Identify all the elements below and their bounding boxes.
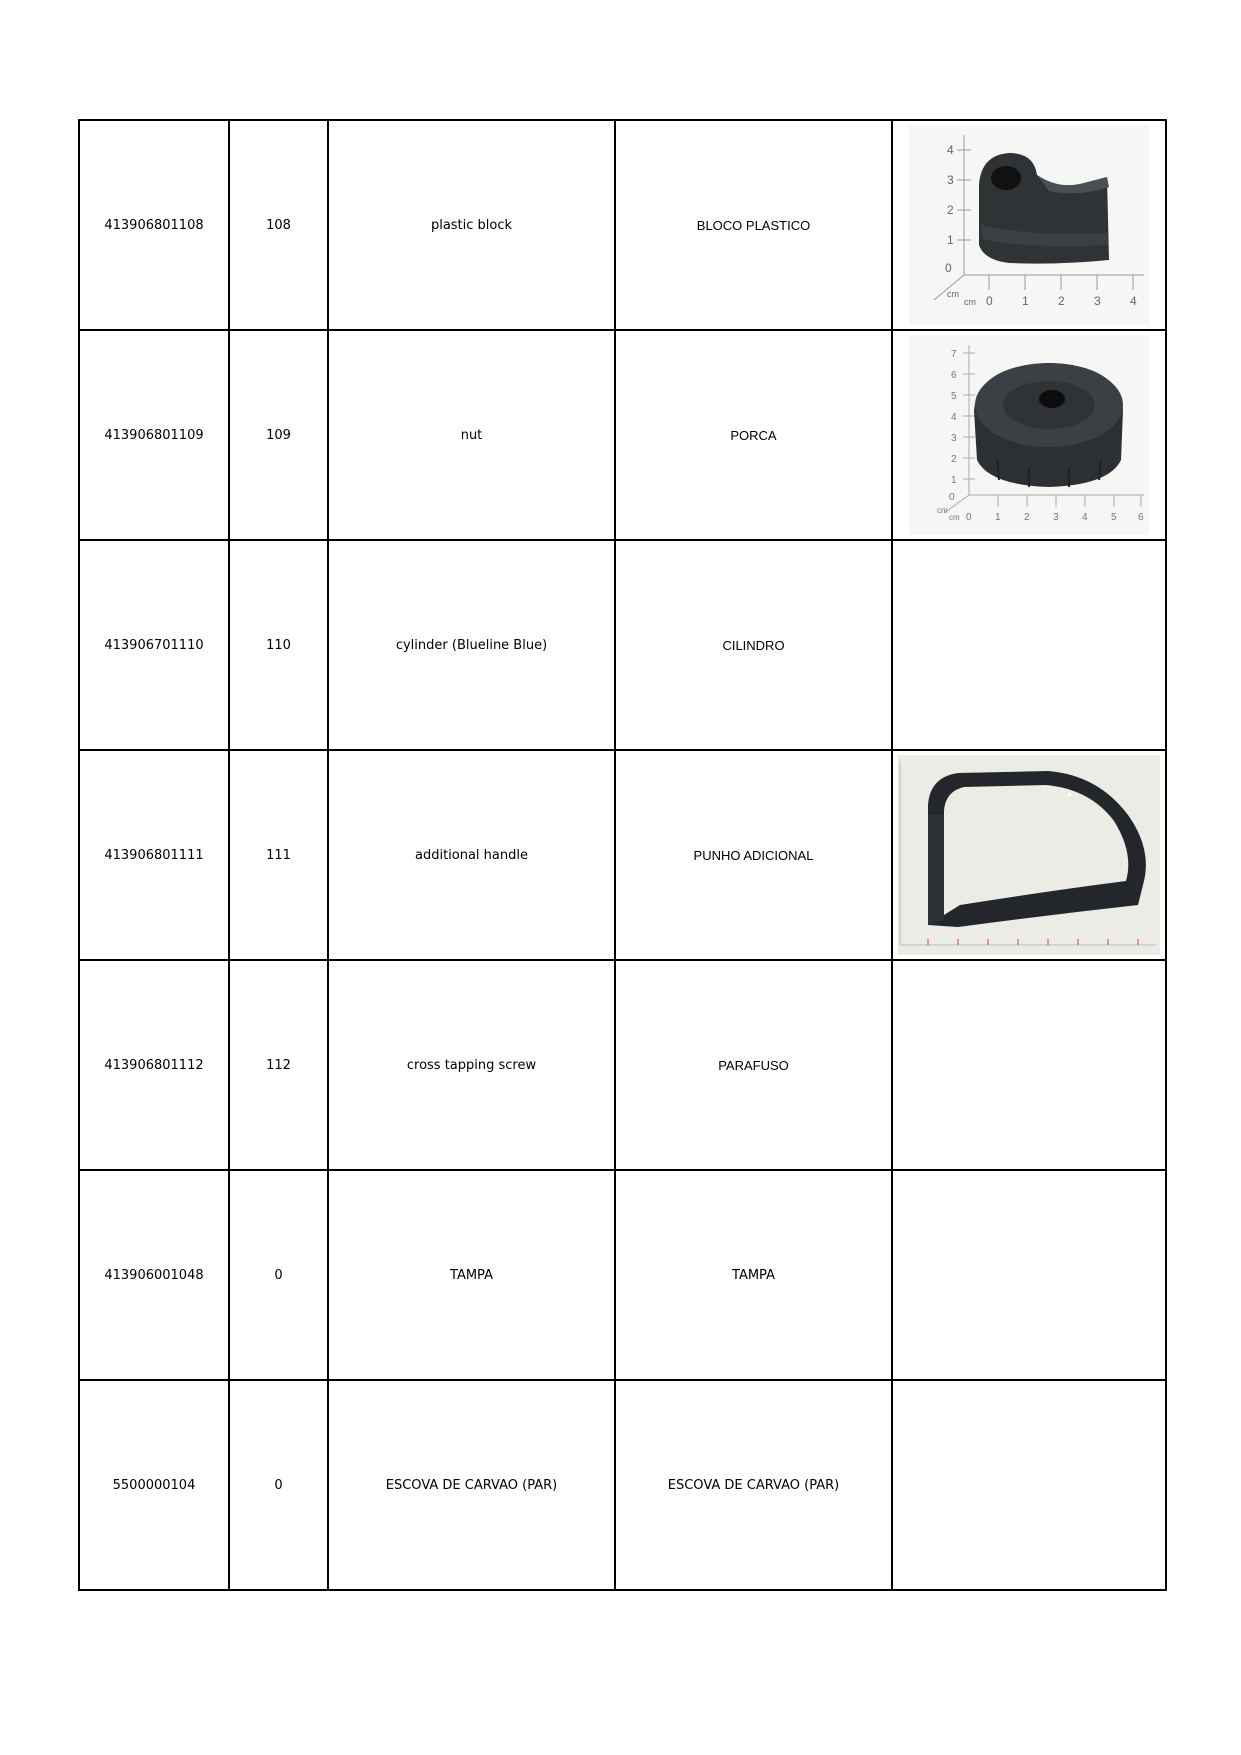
table-row: [79, 540, 1166, 750]
scale-label: 3: [1053, 512, 1059, 523]
position-number: 112: [229, 960, 328, 1170]
scale-label: 5: [951, 391, 957, 402]
scale-label: 7: [951, 349, 957, 360]
description-en: TAMPA: [328, 1170, 615, 1380]
part-number: 413906801111: [79, 750, 229, 960]
description-en: nut: [328, 330, 615, 540]
part-image-cell: [892, 750, 1166, 960]
table-row: [79, 120, 1166, 330]
part-number: 413906801108: [79, 120, 229, 330]
table-row: [79, 960, 1166, 1170]
scale-label: 2: [951, 454, 957, 465]
scale-label: 4: [1082, 512, 1088, 523]
position-number: 109: [229, 330, 328, 540]
scale-label: 0: [986, 294, 993, 308]
plastic-block-photo: [909, 125, 1149, 325]
scale-label: 1: [947, 233, 954, 247]
nut-photo: [909, 335, 1149, 535]
scale-label: 1: [1022, 294, 1029, 308]
part-image-cell: [892, 540, 1166, 750]
description-pt: TAMPA: [615, 1170, 892, 1380]
scale-label: 0: [945, 261, 952, 275]
part-number: 413906801109: [79, 330, 229, 540]
scale-label: 3: [947, 173, 954, 187]
scale-label: 0: [966, 512, 972, 523]
part-number: 5500000104: [79, 1380, 229, 1590]
description-pt: BLOCO PLASTICO: [615, 120, 892, 330]
table-row: [79, 750, 1166, 960]
scale-label: 3: [951, 433, 957, 444]
scale-label: 5: [1111, 512, 1117, 523]
scale-unit: cm: [949, 513, 960, 522]
position-number: 108: [229, 120, 328, 330]
part-image-cell: [892, 120, 1166, 330]
description-pt: PORCA: [615, 330, 892, 540]
part-image-cell: [892, 1170, 1166, 1380]
part-image-cell: [892, 1380, 1166, 1590]
scale-label: 3: [1094, 294, 1101, 308]
scale-label: 6: [951, 370, 957, 381]
scale-label: 2: [947, 203, 954, 217]
part-number: 413906001048: [79, 1170, 229, 1380]
table-row: [79, 1170, 1166, 1380]
scale-label: 1: [995, 512, 1001, 523]
scale-label: 6: [1138, 512, 1144, 523]
position-number: 111: [229, 750, 328, 960]
scale-label: 2: [1024, 512, 1030, 523]
scale-unit: cm: [964, 297, 976, 307]
description-en: cylinder (Blueline Blue): [328, 540, 615, 750]
scale-label: 2: [1058, 294, 1065, 308]
position-number: 0: [229, 1380, 328, 1590]
scale-label: 0: [949, 492, 955, 503]
description-pt: PUNHO ADICIONAL: [615, 750, 892, 960]
scale-label: 1: [951, 475, 957, 486]
description-pt: PARAFUSO: [615, 960, 892, 1170]
description-en: ESCOVA DE CARVAO (PAR): [328, 1380, 615, 1590]
scale-label: 4: [947, 143, 954, 157]
table-row: [79, 1380, 1166, 1590]
part-image-cell: [892, 330, 1166, 540]
scale-label: 4: [1130, 294, 1137, 308]
part-number: 413906801112: [79, 960, 229, 1170]
description-en: cross tapping screw: [328, 960, 615, 1170]
parts-table: [78, 119, 1167, 1591]
description-pt: CILINDRO: [615, 540, 892, 750]
description-en: plastic block: [328, 120, 615, 330]
description-pt: ESCOVA DE CARVAO (PAR): [615, 1380, 892, 1590]
part-image-cell: [892, 960, 1166, 1170]
table-row: [79, 330, 1166, 540]
position-number: 0: [229, 1170, 328, 1380]
scale-label: 4: [951, 412, 957, 423]
position-number: 110: [229, 540, 328, 750]
description-en: additional handle: [328, 750, 615, 960]
part-number: 413906701110: [79, 540, 229, 750]
handle-photo: [898, 755, 1160, 955]
scale-unit: cm: [937, 506, 948, 515]
scale-unit: cm: [947, 289, 959, 299]
